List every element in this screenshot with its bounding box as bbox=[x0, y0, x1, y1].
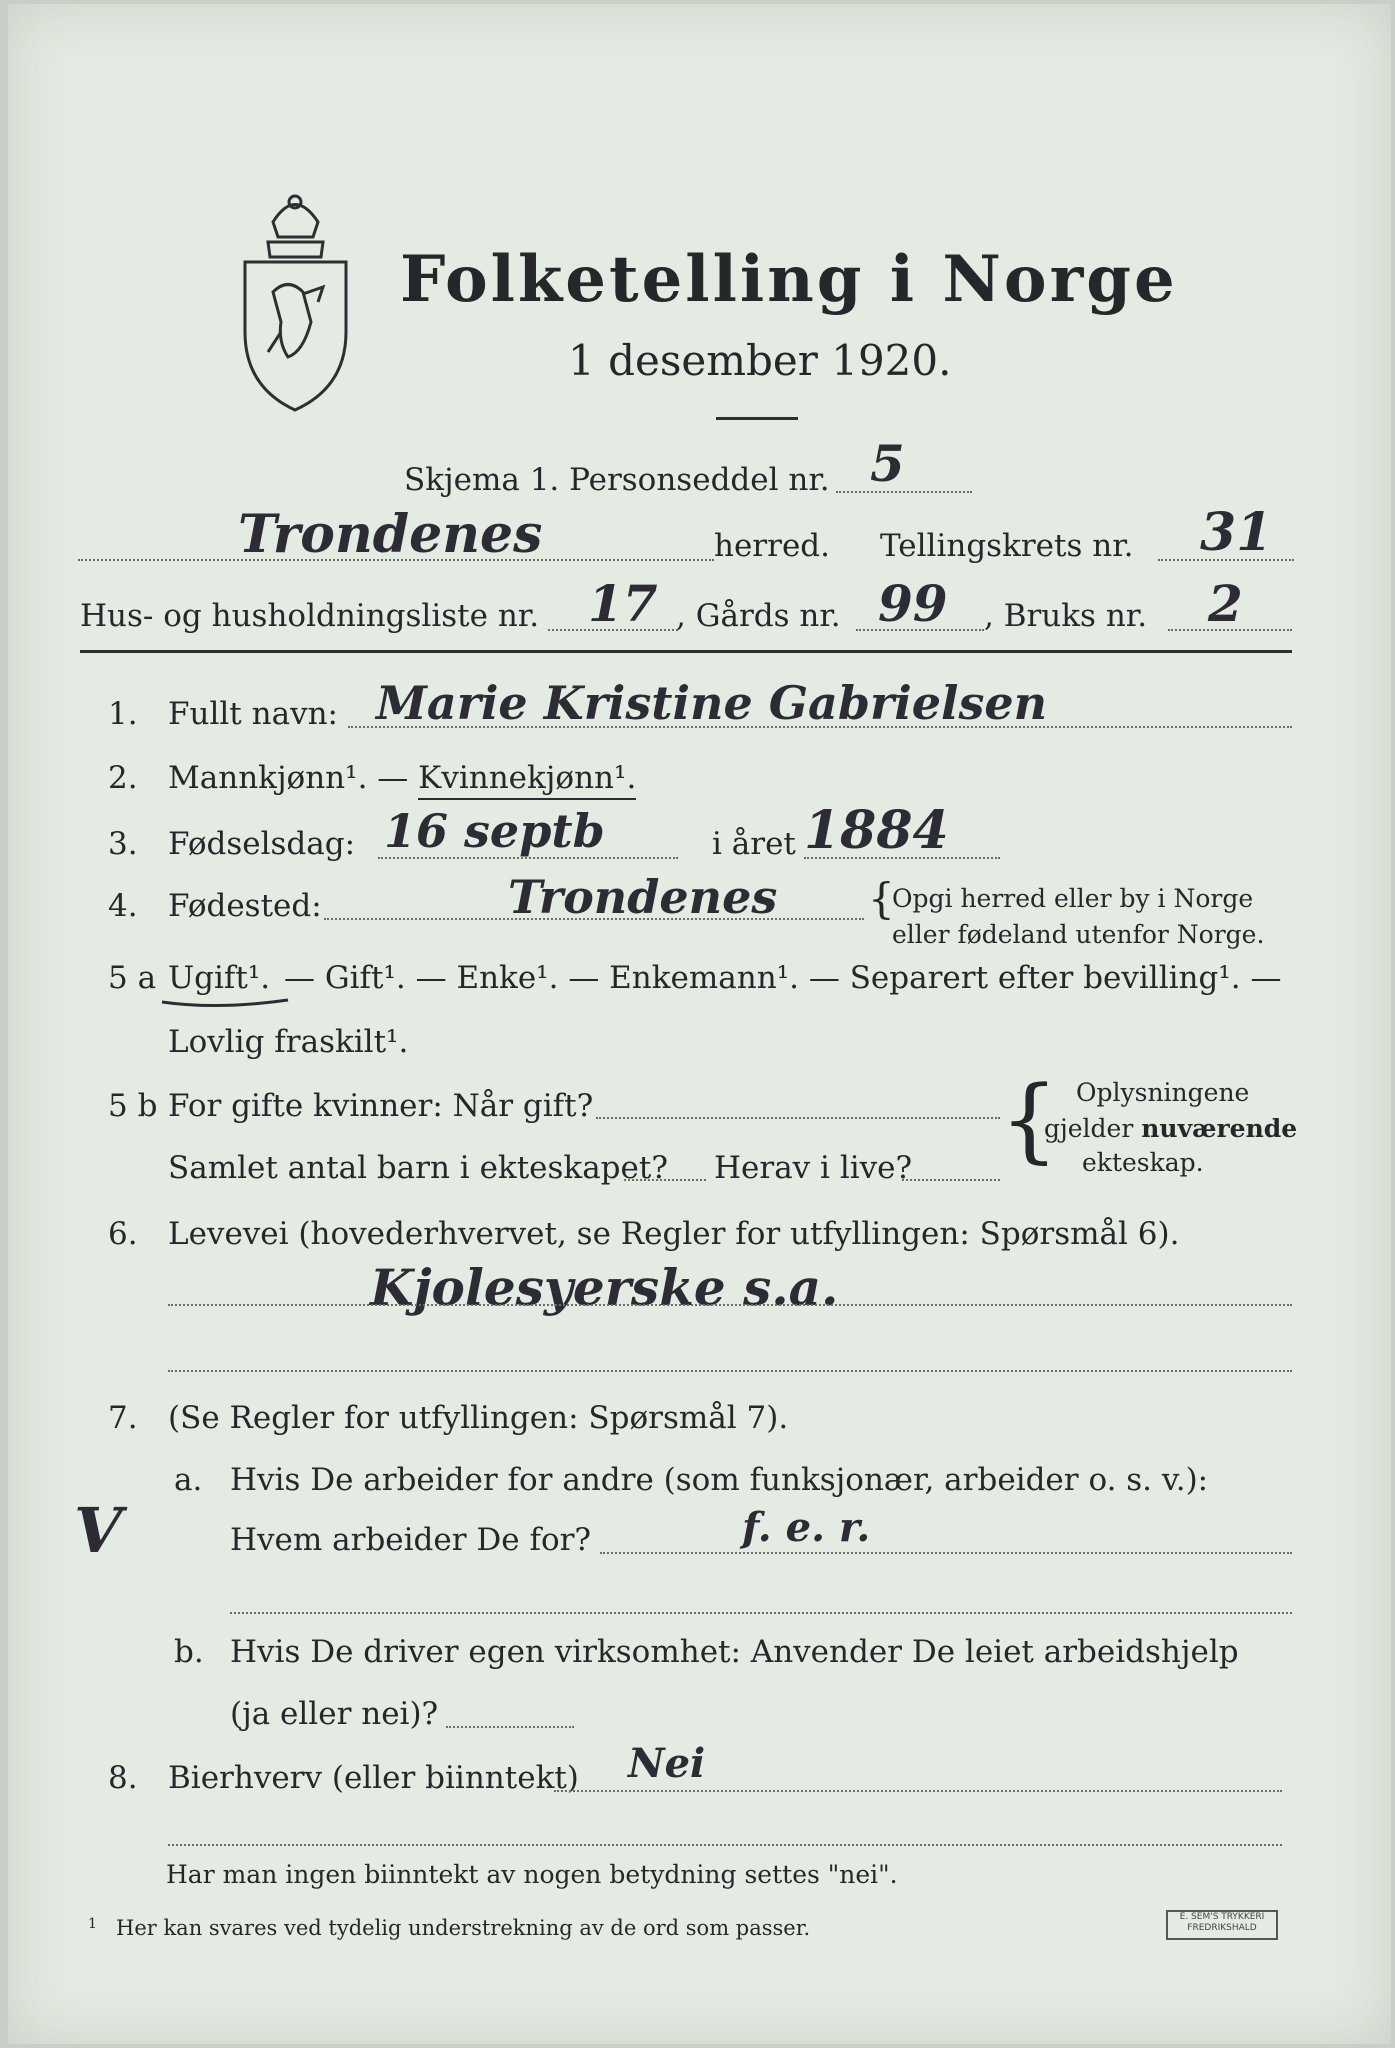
q7a-label2: Hvem arbeider De for? bbox=[230, 1522, 592, 1558]
q5b-alive-dotted-line bbox=[902, 1179, 1000, 1181]
q7-number: 7. bbox=[108, 1400, 138, 1436]
q6-label: Levevei (hovederhvervet, se Regler for utfyllingen: Spørsmål 6). bbox=[168, 1216, 1180, 1252]
herred-label: herred. bbox=[714, 528, 830, 564]
q7-margin-check-mark: V bbox=[74, 1494, 123, 1567]
hus-nr-value: 17 bbox=[588, 574, 658, 633]
q5b-label: For gifte kvinner: Når gift? bbox=[168, 1088, 594, 1124]
tellingskrets-nr-value: 31 bbox=[1200, 502, 1273, 563]
q7a-text: Hvis De arbeider for andre (som funksjonær, arbeider o. s. v.): bbox=[230, 1462, 1209, 1498]
q2-sep: — bbox=[367, 760, 419, 796]
printer-stamp bbox=[1166, 1910, 1278, 1940]
q5b-note-line3: ekteskap. bbox=[1082, 1148, 1204, 1177]
stamp-line-1: E. SEM'S TRYKKERI bbox=[1179, 1912, 1265, 1922]
q5b-brace: { bbox=[1000, 1066, 1059, 1173]
q6-occupation-value: Kjolesyerske s.a. bbox=[370, 1258, 839, 1317]
q4-note-line2: eller fødeland utenfor Norge. bbox=[892, 920, 1265, 949]
q3-birth-year-value: 1884 bbox=[804, 800, 949, 861]
q3-year-label: i året bbox=[712, 826, 796, 862]
q5b-children-label: Samlet antal barn i ekteskapet? bbox=[168, 1150, 668, 1186]
q7a-dotted-line-2 bbox=[230, 1612, 1292, 1614]
q1-number: 1. bbox=[108, 696, 138, 732]
q1-label: Fullt navn: bbox=[168, 696, 338, 732]
q8-number: 8. bbox=[108, 1760, 138, 1796]
q8-side-income-value: Nei bbox=[628, 1740, 706, 1787]
q7a-dotted-line bbox=[600, 1552, 1292, 1554]
q7b-dotted-line bbox=[446, 1726, 574, 1728]
q5a-number: 5 a bbox=[108, 960, 157, 996]
q5a-line2: Lovlig fraskilt¹. bbox=[168, 1024, 409, 1060]
form-date: 1 desember 1920. bbox=[568, 336, 952, 385]
gards-nr-value: 99 bbox=[878, 574, 948, 633]
gards-label: , Gårds nr. bbox=[676, 598, 841, 634]
census-form bbox=[8, 4, 1391, 2044]
form-title: Folketelling i Norge bbox=[400, 242, 1178, 317]
q2-number: 2. bbox=[108, 760, 138, 796]
herred-value: Trondenes bbox=[238, 504, 543, 565]
q5b-married-dotted-line bbox=[596, 1117, 1000, 1119]
header-rule bbox=[80, 650, 1292, 653]
skjema-nr-value: 5 bbox=[870, 434, 905, 493]
q3-number: 3. bbox=[108, 826, 138, 862]
q4-number: 4. bbox=[108, 888, 138, 924]
title-divider bbox=[716, 417, 798, 420]
q3-label: Fødselsdag: bbox=[168, 826, 356, 862]
bruks-label: , Bruks nr. bbox=[984, 598, 1148, 634]
skjema-label: Skjema 1. Personseddel nr. bbox=[404, 462, 830, 498]
hus-label: Hus- og husholdningsliste nr. bbox=[80, 598, 540, 634]
q7a-letter: a. bbox=[174, 1462, 203, 1498]
footer-note: Har man ingen biinntekt av nogen betydning settes "nei". bbox=[166, 1860, 898, 1889]
q7b-letter: b. bbox=[174, 1634, 204, 1670]
q6-dotted-line-1 bbox=[168, 1304, 1292, 1306]
q4-birthplace-value: Trondenes bbox=[508, 870, 778, 924]
q2-male: Mannkjønn¹. bbox=[168, 760, 368, 796]
tellingskrets-label: Tellingskrets nr. bbox=[880, 528, 1134, 564]
q8-dotted-line-2 bbox=[168, 1844, 1282, 1846]
norwegian-coat-of-arms-icon bbox=[233, 182, 358, 417]
q5a-ugift: Ugift¹. bbox=[168, 960, 271, 996]
q5b-note-gjelder: gjelder bbox=[1044, 1114, 1134, 1143]
q8-dotted-line bbox=[554, 1790, 1282, 1792]
q6-dotted-line-2 bbox=[168, 1370, 1292, 1372]
q1-full-name-value: Marie Kristine Gabrielsen bbox=[376, 676, 1048, 730]
q7a-employer-value: f. e. r. bbox=[742, 1504, 871, 1551]
footnote-number: 1 bbox=[88, 1916, 97, 1932]
q7-label: (Se Regler for utfyllingen: Spørsmål 7). bbox=[168, 1400, 789, 1436]
q5b-alive-label: Herav i live? bbox=[714, 1150, 913, 1186]
q4-label: Fødested: bbox=[168, 888, 322, 924]
q4-note-line1: Opgi herred eller by i Norge bbox=[892, 884, 1254, 913]
q4-brace: { bbox=[868, 874, 895, 923]
q7b-label2: (ja eller nei)? bbox=[230, 1696, 439, 1732]
q8-label: Bierhverv (eller biinntekt) bbox=[168, 1760, 579, 1796]
q5b-note-nuvaerende: nuværende bbox=[1141, 1114, 1298, 1143]
stamp-line-2: FREDRIKSHALD bbox=[1187, 1923, 1257, 1933]
q5b-note-line1: Oplysningene bbox=[1076, 1078, 1250, 1107]
footnote-text: Her kan svares ved tydelig understrekning av de ord som passer. bbox=[116, 1916, 811, 1940]
q5a-options: — Gift¹. — Enke¹. — Enkemann¹. — Separert efter bevilling¹. — bbox=[284, 960, 1282, 996]
q2-gender-options bbox=[168, 760, 636, 796]
q3-birthday-value: 16 septb bbox=[384, 804, 605, 858]
q5a-underline-mark bbox=[158, 994, 298, 1012]
q5b-note-line2 bbox=[1044, 1114, 1297, 1143]
q6-number: 6. bbox=[108, 1216, 138, 1252]
q5b-children-dotted-line bbox=[624, 1179, 706, 1181]
q5b-number: 5 b bbox=[108, 1088, 158, 1124]
q2-female: Kvinnekjønn¹. bbox=[418, 760, 636, 800]
q7b-text: Hvis De driver egen virksomhet: Anvender De leiet arbeidshjelp bbox=[230, 1634, 1239, 1670]
bruks-nr-value: 2 bbox=[1208, 574, 1243, 633]
